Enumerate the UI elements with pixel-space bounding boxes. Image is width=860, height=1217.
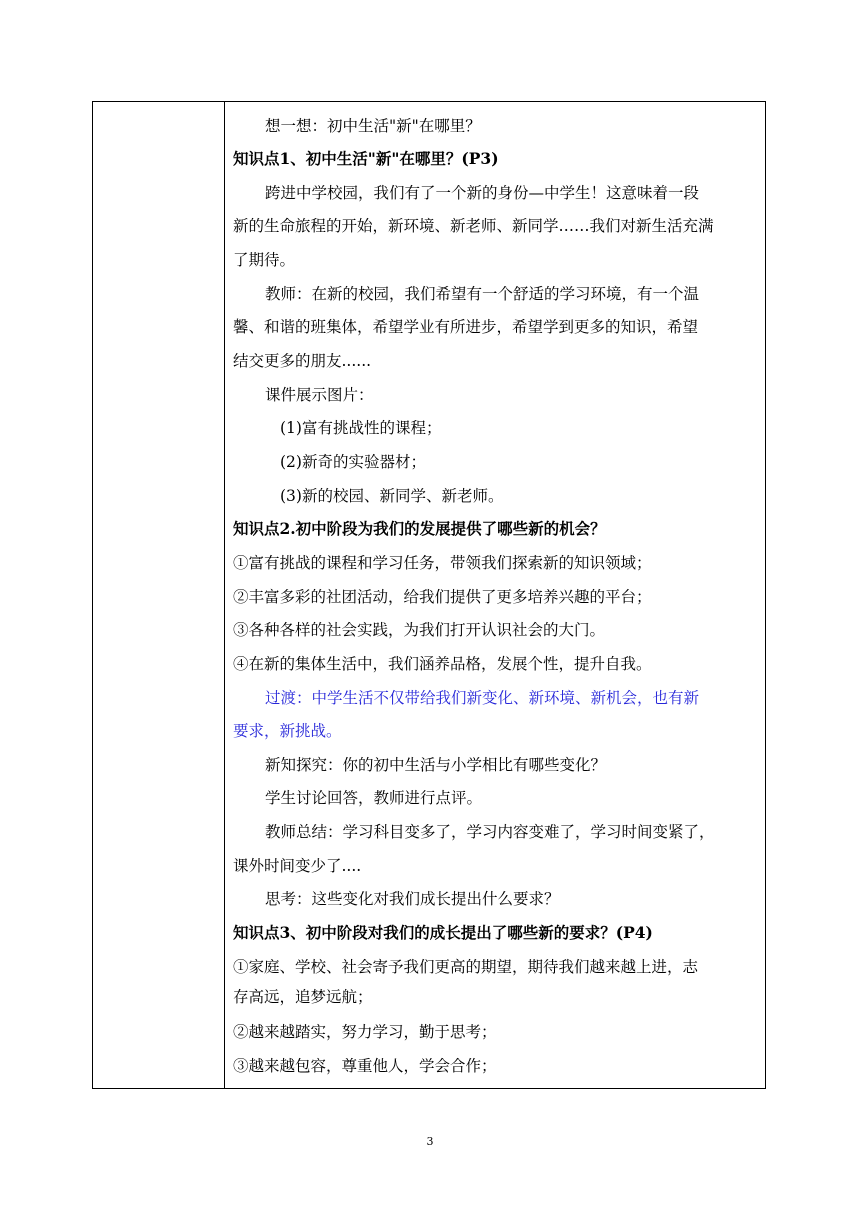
content-line: 新的生命旅程的开始，新环境、新老师、新同学……我们对新生活充满 [233,217,714,235]
content-line: 结交更多的朋友...... [233,352,372,370]
content-line: ④在新的集体生活中，我们涵养品格，发展个性，提升自我。 [233,655,652,673]
content-line: 过渡：中学生活不仅带给我们新变化、新环境、新机会，也有新 [265,689,700,707]
knowledge-heading: 知识点2.初中阶段为我们的发展提供了哪些新的机会？ [233,519,606,538]
knowledge-heading: 知识点3、初中阶段对我们的成长提出了哪些新的要求？(P4) [233,923,653,942]
content-line: 教师：在新的校园，我们希望有一个舒适的学习环境，有一个温 [265,285,700,303]
left-column-cell [93,102,225,1088]
content-line: ③越来越包容，尊重他人，学会合作； [233,1057,497,1075]
content-line: (3)新的校园、新同学、新老师。 [280,487,504,505]
lesson-table [92,101,766,1089]
content-line: ①家庭、学校、社会寄予我们更高的期望，期待我们越来越上进，志 [233,958,699,976]
content-line: 课外时间变少了.... [233,857,362,875]
content-line: 存高远，追梦远航； [233,988,373,1006]
content-line: 思考：这些变化对我们成长提出什么要求？ [265,890,560,908]
content-line: 了期待。 [233,251,296,269]
content-line: 教师总结：学习科目变多了，学习内容变难了，学习时间变紧了， [265,823,715,841]
knowledge-heading: 知识点1、初中生活"新"在哪里？(P3) [233,149,499,168]
content-line: 要求，新挑战。 [233,722,342,740]
content-line: (1)富有挑战性的课程； [280,419,442,437]
content-line: 馨、和谐的班集体，希望学业有所进步，希望学到更多的知识，希望 [233,318,699,336]
content-line: 学生讨论回答，教师进行点评。 [265,789,483,807]
content-line: 课件展示图片： [265,386,374,404]
page-number: 3 [426,1135,434,1148]
content-line: ②越来越踏实，努力学习，勤于思考； [233,1023,497,1041]
content-line: ③各种各样的社会实践，为我们打开认识社会的大门。 [233,621,606,639]
content-cell [225,102,765,1088]
content-line: (2)新奇的实验器材； [280,453,426,471]
content-line: ①富有挑战的课程和学习任务，带领我们探索新的知识领域； [233,554,652,572]
content-line: 跨进中学校园，我们有了一个新的身份—中学生！这意味着一段 [265,184,700,202]
content-line: 新知探究：你的初中生活与小学相比有哪些变化？ [265,756,607,774]
content-line: 想一想：初中生活"新"在哪里？ [265,117,481,135]
content-line: ②丰富多彩的社团活动，给我们提供了更多培养兴趣的平台； [233,588,652,606]
